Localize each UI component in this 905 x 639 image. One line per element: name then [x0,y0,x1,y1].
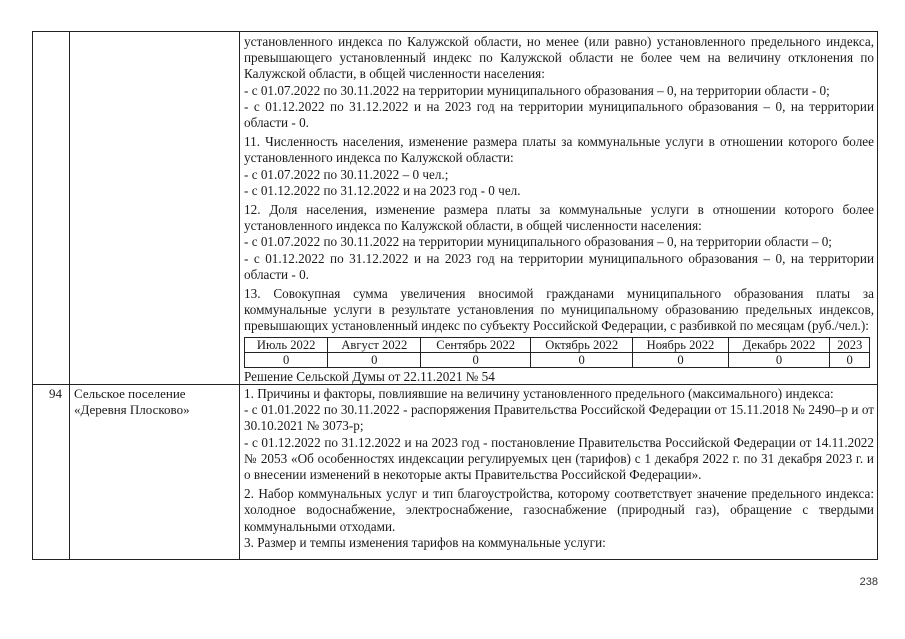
page-number: 238 [859,576,878,588]
municipality-name [74,386,236,418]
table-cell: 0 [728,352,830,367]
table-cell: 0 [245,352,328,367]
monthly-amounts-table [244,337,870,368]
paragraph: - с 01.12.2022 по 31.12.2022 и на 2023 год на территории муниципального образования – 0, на территории области - 0. [244,250,874,282]
decision-reference: Решение Сельской Думы от 22.11.2021 № 54 [244,368,495,384]
paragraph: - с 01.12.2022 по 31.12.2022 и на 2023 год на территории муниципального образования – 0, на территории области - 0. [244,98,874,131]
paragraph: 3. Размер и темпы изменения тарифов на коммунальные услуги: [244,534,606,550]
paragraph: - с 01.07.2022 по 30.11.2022 на территории муниципального образования – 0, на территории области – 0; [244,234,832,250]
paragraph: 1. Причины и факторы, повлиявшие на величину установленного предельного (максимального) индекса: [244,386,834,401]
table-header-cell: Ноябрь 2022 [633,337,728,352]
table-cell: 0 [421,352,531,367]
table-header-cell: Август 2022 [328,337,421,352]
table-cell: 0 [531,352,633,367]
table-cell: 0 [830,352,870,367]
table-row [245,352,870,367]
table-header-cell: 2023 [830,337,870,352]
table-cell: 0 [633,352,728,367]
row93-content [244,34,874,385]
paragraph: - с 01.07.2022 по 30.11.2022 на территории муниципального образования – 0, на территории области - 0; [244,82,830,98]
table-header-row [245,337,870,352]
table-cell: 0 [328,352,421,367]
row94-content [244,386,874,551]
paragraph: установленного индекса по Калужской области, но менее (или равно) установленного предельного индекса, превышающего установленный индекс по Калужской области не более чем на величину отклонения по Калужской области, в общей численности населения: [244,34,874,82]
table-header-cell: Сентябрь 2022 [421,337,531,352]
paragraph: 12. Доля населения, изменение размера платы за коммунальные услуги в отношении которого более установленного индекса по Калужской области, в общей численности населения: [244,202,874,234]
municipality-name-line: «Деревня Плосково» [74,402,190,417]
column-divider [239,31,240,560]
column-divider [69,31,70,560]
table-header-cell: Декабрь 2022 [728,337,830,352]
row-number: 94 [49,386,62,401]
table-header-cell: Июль 2022 [245,337,328,352]
paragraph: - с 01.12.2022 по 31.12.2022 и на 2023 год - 0 чел. [244,182,521,198]
paragraph: - с 01.07.2022 по 30.11.2022 – 0 чел.; [244,166,449,182]
paragraph: 2. Набор коммунальных услуг и тип благоустройства, которому соответствует значение предельного индекса: холодное водоснабжение, электроснабжение, газоснабжение (природный газ), обращение с твердыми коммунальными отходами. [244,486,874,534]
paragraph: 11. Численность населения, изменение размера платы за коммунальные услуги в отношении которого более установленного индекса по Калужской области: [244,134,874,166]
municipality-name-line: Сельское поселение [74,386,186,401]
paragraph: - с 01.01.2022 по 30.11.2022 - распоряжения Правительства Российской Федерации от 15.11.2018 № 2490–р и от 30.10.2021 № 3073-р; [244,402,874,434]
table-header-cell: Октябрь 2022 [531,337,633,352]
paragraph: - с 01.12.2022 по 31.12.2022 и на 2023 год - постановление Правительства Российской Федерации от 14.11.2022 № 2053 «Об особенностях индексации регулируемых цен (тарифов) с 1 декабря 2022 г. по 31 декабря 2023 г. и о внесении изменений в некоторые акты Правительства Российской Федерации». [244,434,874,483]
paragraph: 13. Совокупная сумма увеличения вносимой гражданами муниципального образования платы за коммунальные услуги в результате установления по муниципальному образованию предельных индексов, превышающих установленный индекс по субъекту Российской Федерации, с разбивкой по месяцам (руб./чел.): [244,286,874,334]
